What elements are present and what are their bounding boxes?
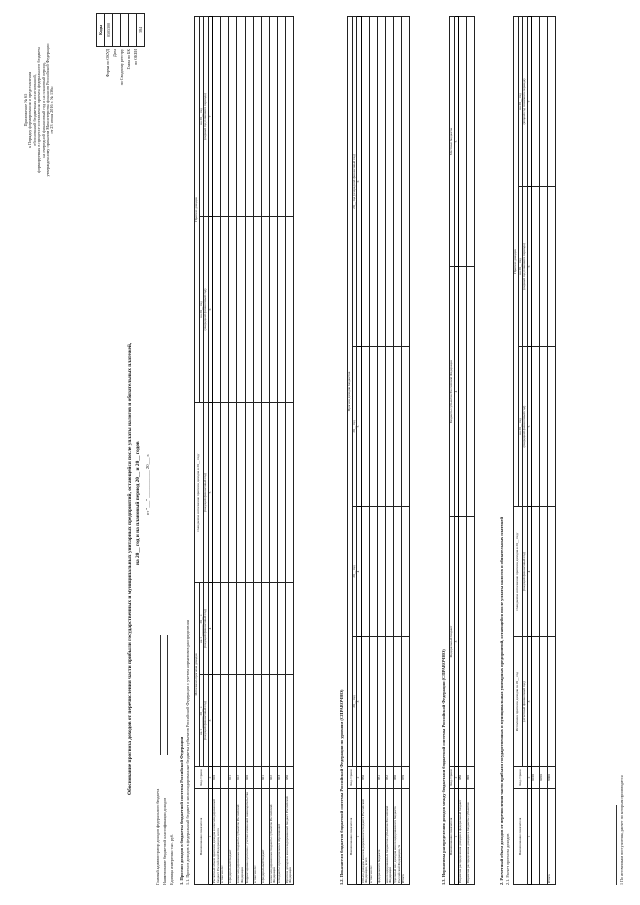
s2-head-c3: 20__ год bbox=[352, 347, 357, 507]
document-date: от "___" ____________ 20___ г. bbox=[145, 453, 150, 515]
row-code: 070 bbox=[402, 767, 410, 789]
s4-head-y3s: (второй год планового периода) bbox=[523, 16, 528, 186]
table-row bbox=[261, 16, 269, 884]
s2-head-name: Наименование показателя bbox=[348, 789, 357, 885]
s1-num: 7 bbox=[208, 16, 213, 216]
s2-num: 4 bbox=[357, 507, 362, 637]
row-value-cell bbox=[277, 675, 285, 767]
section3-title: 1.3. Нормативы распределения доходов между бюджетами бюджетной системы Российской Федерации (СПРАВОЧНО) bbox=[441, 649, 446, 885]
document-title: Обоснование прогноза доходов от перечисления части прибыли государственных и муниципальных унитарных предприятий, остающейся после уплаты налогов и обязательных платежей, bbox=[127, 342, 133, 795]
section1-table bbox=[194, 16, 294, 885]
row-value-cell bbox=[269, 216, 277, 402]
reestr-label: по Сводному реестру bbox=[119, 49, 124, 86]
table-row bbox=[269, 16, 277, 884]
row-value-cell bbox=[459, 267, 467, 517]
s4-num: 4 bbox=[527, 507, 532, 637]
row-value-cell bbox=[245, 216, 253, 402]
row-value-cell bbox=[221, 402, 229, 582]
table-row bbox=[237, 16, 245, 884]
s3-num: 5 bbox=[454, 17, 459, 267]
row-value-cell bbox=[361, 637, 369, 767]
row-value-cell bbox=[467, 17, 475, 267]
row-value-cell bbox=[261, 675, 269, 767]
row-value-cell bbox=[393, 507, 401, 637]
s2-head-c4-year: 20__ год bbox=[351, 196, 356, 209]
footnote-rule bbox=[616, 805, 617, 885]
row-name: Расчетный объем прогноза доходов в консолидированный бюджет Российской Федерации, всего bbox=[213, 789, 221, 885]
row-value-cell bbox=[532, 507, 540, 637]
date-label: Дата bbox=[112, 49, 117, 57]
row-value-cell bbox=[213, 582, 221, 674]
row-value-cell bbox=[229, 216, 237, 402]
row-code: 023 bbox=[277, 767, 285, 789]
row-value-cell bbox=[377, 637, 385, 767]
s4-head-expected: Ожидаемое исполнение прогноза доходов в 20__ году bbox=[514, 507, 523, 637]
table-row bbox=[377, 16, 385, 884]
row-code: 060 bbox=[393, 767, 401, 789]
s3-num: 4 bbox=[454, 267, 459, 517]
s3-head-mun: Местные бюджеты bbox=[450, 17, 455, 267]
row-name bbox=[532, 789, 540, 885]
reestr-code bbox=[121, 14, 129, 47]
row-value-cell bbox=[229, 402, 237, 582]
s1-num: 6 bbox=[208, 216, 213, 402]
section1-rows bbox=[213, 16, 294, 884]
s4-head-name: Наименование показателя bbox=[514, 789, 528, 885]
row-value-cell bbox=[540, 16, 548, 186]
row-value-cell bbox=[213, 675, 221, 767]
row-value-cell bbox=[377, 347, 385, 507]
section2-title: 1.2. Показатели бюджетов бюджетной системы Российской Федерации по уровням (СПРАВОЧНО) bbox=[339, 689, 344, 885]
s4-num: 5 bbox=[527, 347, 532, 507]
section4-rows bbox=[532, 16, 556, 884]
table-row bbox=[361, 16, 369, 884]
row-value-cell bbox=[237, 582, 245, 674]
table-row bbox=[459, 17, 467, 885]
table-row bbox=[548, 16, 556, 884]
s2-head-code: Код строки bbox=[348, 767, 357, 789]
row-value-cell bbox=[402, 507, 410, 637]
row-value-cell bbox=[253, 16, 261, 216]
s2-num: 5 bbox=[357, 347, 362, 507]
row-value-cell bbox=[253, 216, 261, 402]
s2-head-c4-sub: (очередной финансовый год) bbox=[351, 154, 356, 196]
row-name: в бюджеты муниципальных образований bbox=[277, 789, 285, 885]
row-value-cell bbox=[237, 216, 245, 402]
s4-head-y2s: (первый год планового периода) bbox=[523, 187, 528, 347]
row-value-cell bbox=[277, 402, 285, 582]
row-code: 022 bbox=[269, 767, 277, 789]
s3-num: 3 bbox=[454, 517, 459, 767]
row-value-cell bbox=[229, 675, 237, 767]
table-row bbox=[369, 16, 377, 884]
s1-head-ondate-2: на 1 _______ 20__ г. bbox=[199, 582, 204, 674]
appendix-line: на очередной финансовый год и на плановый период, bbox=[40, 62, 46, 158]
codes-head: Коды bbox=[97, 14, 105, 47]
table-row bbox=[213, 16, 221, 884]
s3-num: 2 bbox=[454, 767, 459, 789]
row-value-cell bbox=[229, 582, 237, 674]
s1-num: 2 bbox=[208, 767, 213, 789]
s2-head-c2: 20__ год bbox=[352, 507, 357, 637]
row-code: 0200 bbox=[540, 767, 548, 789]
row-value-cell bbox=[532, 347, 540, 507]
row-value-cell bbox=[459, 517, 467, 767]
field-classification-line bbox=[167, 635, 168, 755]
row-value-cell bbox=[261, 216, 269, 402]
row-code: 020 bbox=[245, 767, 253, 789]
row-name: в федеральный бюджет bbox=[261, 789, 269, 885]
row-value-cell bbox=[237, 402, 245, 582]
s3-num: 1 bbox=[454, 789, 459, 885]
s4-num: 7 bbox=[527, 16, 532, 186]
row-value-cell bbox=[361, 347, 369, 507]
row-value-cell bbox=[377, 507, 385, 637]
row-value-cell bbox=[361, 507, 369, 637]
section4-title: 2. Расчетный объем доходов от перечисления части прибыли государственных и муниципальных унитарных предприятий, остающейся после уплаты налогов и обязательных платежей bbox=[499, 517, 504, 885]
row-value-cell bbox=[459, 17, 467, 267]
appendix-line: к Порядку формирования и представления bbox=[27, 71, 33, 149]
appendix-line: обоснований бюджетных ассигнований, bbox=[31, 74, 37, 146]
row-value-cell bbox=[385, 16, 393, 346]
row-name: федерального бюджета bbox=[377, 789, 385, 885]
s4-head-forecast: Прогноз доходов bbox=[514, 16, 519, 506]
field-admin-line bbox=[160, 635, 161, 755]
row-value-cell bbox=[253, 675, 261, 767]
field-admin-label: Главный администратор доходов федерального бюджета bbox=[155, 788, 160, 885]
row-value-cell bbox=[245, 675, 253, 767]
row-value-cell bbox=[221, 16, 229, 216]
table-row bbox=[402, 16, 410, 884]
row-value-cell bbox=[548, 637, 556, 767]
row-code: 030 bbox=[285, 767, 293, 789]
row-name: консолидированных бюджетов субъектов Российской Федерации bbox=[385, 789, 393, 885]
row-code: 051 bbox=[377, 767, 385, 789]
row-value-cell bbox=[393, 16, 401, 346]
row-name: в консолидированные бюджеты субъектов Российской Федерации bbox=[269, 789, 277, 885]
appendix-line: формируемых в процессе составления проекта федерального бюджета bbox=[36, 47, 42, 173]
row-code: 011 bbox=[229, 767, 237, 789]
s4-head-y1s: (очередной финансовый год) bbox=[523, 347, 528, 507]
row-value-cell bbox=[377, 16, 385, 346]
appendix-line: утвержденному приказом Министерства финансов Российской Федерации bbox=[45, 43, 51, 177]
s2-num: 6 bbox=[357, 16, 362, 346]
s4-head-y2: на 20__ год bbox=[518, 187, 523, 347]
s4-head-y3: на 20__ год bbox=[518, 16, 523, 186]
row-value-cell bbox=[402, 16, 410, 346]
s3-head-fed: Федеральный бюджет bbox=[450, 517, 455, 767]
s4-head-code: Код строки bbox=[514, 767, 528, 789]
okei-code: 384 bbox=[137, 14, 145, 47]
row-code: 021 bbox=[261, 767, 269, 789]
table-row bbox=[285, 16, 293, 884]
row-value-cell bbox=[261, 582, 269, 674]
section1-subtitle: 1.1. Прогноз доходов в федеральный бюджет и консолидированные бюджеты субъектов Российской Федерации с учетом нормативов распределения bbox=[185, 620, 190, 885]
row-value-cell bbox=[285, 582, 293, 674]
section2-rows bbox=[361, 16, 409, 884]
section4-subtitle: 2.1. Расчет прогноза доходов bbox=[505, 833, 510, 885]
row-value-cell bbox=[221, 675, 229, 767]
row-name: Удельный вес доходов консолидированного бюджета Российской Федерации, % bbox=[393, 789, 401, 885]
row-name: Объем доходов консолидированного бюджета Российской Федерации, всего bbox=[361, 789, 369, 885]
row-value-cell bbox=[261, 16, 269, 216]
table-row bbox=[277, 16, 285, 884]
row-value-cell bbox=[540, 187, 548, 347]
row-value-cell bbox=[467, 267, 475, 517]
row-value-cell bbox=[548, 507, 556, 637]
table-row bbox=[245, 16, 253, 884]
table-row bbox=[393, 16, 401, 884]
row-value-cell bbox=[245, 582, 253, 674]
s2-head-forecast: Прогноз доходов бюджетов bbox=[348, 16, 353, 766]
s1-num: 3 bbox=[208, 675, 213, 767]
s4-head-executed-sub: (отчетный финансовый год) bbox=[523, 637, 528, 767]
s1-head-current-3: (текущий финансовый год) bbox=[204, 402, 209, 582]
row-value-cell bbox=[221, 582, 229, 674]
row-value-cell bbox=[245, 402, 253, 582]
row-name: Прогноз доходов в консолидированный бюджет Российской Федерации bbox=[285, 789, 293, 885]
row-value-cell bbox=[369, 507, 377, 637]
s4-num: 2 bbox=[527, 767, 532, 789]
row-value-cell bbox=[385, 347, 393, 507]
s1-num: 5 bbox=[208, 402, 213, 582]
s1-num: 4 bbox=[208, 582, 213, 674]
s4-num: 6 bbox=[527, 187, 532, 347]
row-value-cell bbox=[269, 16, 277, 216]
row-code: 0100 bbox=[532, 767, 540, 789]
section3-table bbox=[449, 16, 475, 885]
row-value-cell bbox=[385, 507, 393, 637]
row-name: Итого bbox=[548, 789, 556, 885]
s1-head-name: Наименование показателя bbox=[195, 789, 209, 885]
table-row bbox=[540, 16, 548, 884]
row-value-cell bbox=[237, 16, 245, 216]
row-value-cell bbox=[261, 402, 269, 582]
s1-head-current: (текущий финансовый год) bbox=[204, 675, 209, 767]
s4-head-y1: на 20__ год bbox=[518, 347, 523, 507]
glava-code bbox=[129, 14, 137, 47]
field-classification-label: Наименование бюджетной классификации доходов bbox=[162, 797, 167, 885]
row-value-cell bbox=[548, 16, 556, 186]
row-value-cell bbox=[277, 582, 285, 674]
row-name: Норматив распределения доходов в бюджеты субъектов bbox=[467, 789, 475, 885]
row-value-cell bbox=[540, 347, 548, 507]
row-value-cell bbox=[269, 582, 277, 674]
s3-head-name: Наименование показателя bbox=[450, 789, 455, 885]
s1-num: 1 bbox=[208, 789, 213, 885]
appendix-line: Приложение № 65 bbox=[23, 93, 28, 127]
row-value-cell bbox=[361, 16, 369, 346]
row-value-cell bbox=[237, 675, 245, 767]
appendix-note bbox=[24, 15, 55, 205]
row-value-cell bbox=[540, 507, 548, 637]
s1-head-y1: на 20__ год bbox=[199, 216, 204, 402]
s1-head-expected: Ожидаемое исполнение прогноза доходов в 20__ году bbox=[195, 402, 204, 582]
row-value-cell bbox=[385, 637, 393, 767]
footnote: 1 По источникам поступления, расчет по которым производится bbox=[619, 775, 624, 885]
row-name bbox=[540, 789, 548, 885]
row-value-cell bbox=[540, 637, 548, 767]
field-unit-label: Единица измерения: тыс. руб. bbox=[169, 834, 174, 885]
s2-num: 1 bbox=[357, 789, 362, 885]
table-row bbox=[532, 16, 540, 884]
s1-head-ondate: на 1 _______ 20__ г. bbox=[199, 675, 204, 767]
row-name: в федеральный бюджет bbox=[229, 789, 237, 885]
row-value-cell bbox=[221, 216, 229, 402]
row-value-cell bbox=[548, 187, 556, 347]
row-code: 010 bbox=[213, 767, 221, 789]
row-value-cell bbox=[213, 16, 221, 216]
s4-num: 1 bbox=[527, 789, 532, 885]
codes-table bbox=[96, 13, 145, 47]
section3-rows bbox=[459, 17, 475, 885]
row-value-cell bbox=[532, 16, 540, 186]
okud-label: Форма по ОКУД bbox=[105, 49, 110, 78]
s1-head-forecast: Прогноз доходов bbox=[195, 16, 200, 402]
s1-head-y2s: (первый год планового периода) bbox=[204, 16, 209, 216]
s1-head-code: Код строки bbox=[195, 767, 209, 789]
s1-head-y2: на 20__ год bbox=[199, 16, 204, 216]
row-value-cell bbox=[269, 402, 277, 582]
s3-head-code: Код строки bbox=[450, 767, 455, 789]
section4-table bbox=[513, 16, 556, 885]
okud-code: 0505300 bbox=[105, 14, 113, 47]
row-value-cell bbox=[285, 675, 293, 767]
row-value-cell bbox=[548, 347, 556, 507]
table-row bbox=[385, 16, 393, 884]
row-name: Итого bbox=[402, 789, 410, 885]
row-value-cell bbox=[253, 582, 261, 674]
row-name: Норматив распределения доходов в федеральный бюджет bbox=[459, 789, 467, 885]
s2-head-c1: 20__ год bbox=[352, 637, 357, 767]
row-value-cell bbox=[277, 16, 285, 216]
s4-num: 3 bbox=[527, 637, 532, 767]
table-row bbox=[253, 16, 261, 884]
document-title-period: на 20__ год и на плановый период 20__ и 20__ годов bbox=[135, 441, 141, 565]
row-value-cell bbox=[532, 187, 540, 347]
row-value-cell bbox=[285, 216, 293, 402]
row-value-cell bbox=[393, 347, 401, 507]
s1-head-y1s: (очередной финансовый год) bbox=[204, 216, 209, 402]
s2-num: 3 bbox=[357, 637, 362, 767]
row-value-cell bbox=[369, 347, 377, 507]
s4-head-expected-sub: (текущий финансовый год) bbox=[523, 507, 528, 637]
row-value-cell bbox=[532, 637, 540, 767]
row-value-cell bbox=[369, 16, 377, 346]
date-code bbox=[113, 14, 121, 47]
table-row bbox=[229, 16, 237, 884]
section1-title: 1. Прогноз доходов в бюджеты бюджетной системы Российской Федерации bbox=[179, 736, 184, 885]
row-value-cell bbox=[285, 402, 293, 582]
row-value-cell bbox=[229, 16, 237, 216]
row-name: Корректировка прогноза с учетом изменений законодательства bbox=[245, 789, 253, 885]
row-value-cell bbox=[269, 675, 277, 767]
row-value-cell bbox=[369, 637, 377, 767]
row-name: в консолидированные бюджеты субъектов Российской Федерации bbox=[237, 789, 245, 885]
row-value-cell bbox=[467, 517, 475, 767]
okei-label: по ОКЕИ bbox=[133, 49, 138, 66]
row-code: 090 bbox=[467, 767, 475, 789]
glava-label: Глава по БК bbox=[126, 49, 131, 70]
s2-num: 2 bbox=[357, 767, 362, 789]
section2-table bbox=[347, 16, 410, 885]
row-code bbox=[253, 767, 261, 789]
row-value-cell bbox=[277, 216, 285, 402]
row-value-cell bbox=[253, 402, 261, 582]
row-value-cell bbox=[213, 402, 221, 582]
row-code: 050 bbox=[361, 767, 369, 789]
table-row bbox=[221, 16, 229, 884]
row-value-cell bbox=[245, 16, 253, 216]
s1-head-executed: Исполнено прогноза доходов bbox=[195, 582, 200, 766]
row-value-cell bbox=[285, 16, 293, 216]
row-name: в том числе: bbox=[369, 789, 377, 885]
row-code: 012 bbox=[237, 767, 245, 789]
row-code: 052 bbox=[385, 767, 393, 789]
row-code: 080 bbox=[459, 767, 467, 789]
row-value-cell bbox=[393, 637, 401, 767]
row-value-cell bbox=[402, 347, 410, 507]
row-code: 9000 bbox=[548, 767, 556, 789]
s1-head-current-2: (текущий финансовый год) bbox=[204, 582, 209, 674]
appendix-line: от 23 июня 2016 г. № 136н bbox=[49, 86, 55, 134]
row-value-cell bbox=[213, 216, 221, 402]
s4-head-executed: Исполнено прогноза доходов за 20__ год bbox=[514, 637, 523, 767]
table-row bbox=[467, 17, 475, 885]
row-name: в том числе: bbox=[221, 789, 229, 885]
row-value-cell bbox=[402, 637, 410, 767]
row-name: в том числе: bbox=[253, 789, 261, 885]
s3-head-reg: Бюджеты субъектов Российской Федерации bbox=[450, 267, 455, 517]
